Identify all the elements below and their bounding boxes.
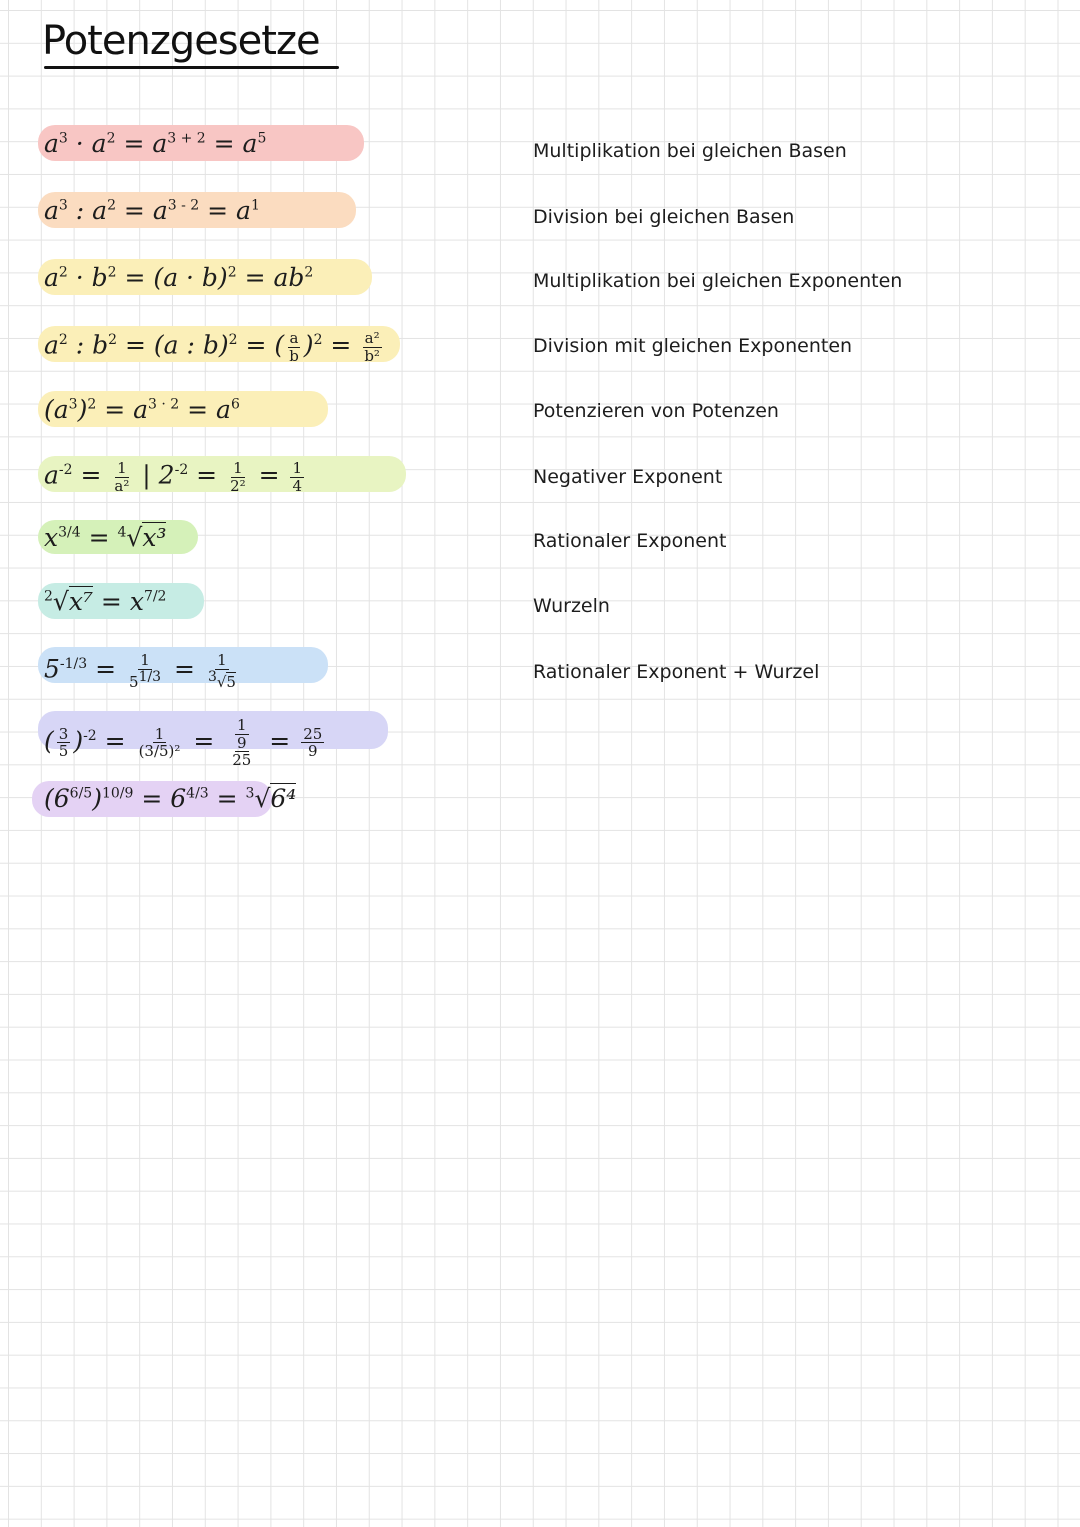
formula-division-same-exponent: $a^2$ : $b^2 = (a$ : b)$^2$ = ( $\frac{a}{b}$ )$^2$ = $\frac{\text{a²}}{\text{b²}}$	[44, 329, 380, 365]
label-rational-exponent-root: Rationaler Exponent + Wurzel	[533, 661, 820, 683]
label-negative-exponent: Negativer Exponent	[533, 466, 723, 488]
formula-roots: $^2√x^7 = x^{7/2}$	[44, 587, 167, 616]
label-roots: Wurzeln	[533, 595, 610, 617]
formula-rational-exponent: $x^{3/4} = ^4√x^3$	[44, 523, 167, 552]
formula-negative-exponent: $a^{-2}$ = $\frac{1}{\text{a²}}$ | $2^{-2}$ = $\frac{1}{\text{2²}}$ = $\frac{1}{4}$	[44, 459, 303, 495]
formula-multiplication-same-base: $a^3 \cdot a^2 = a^{3 + 2} = a^5$	[44, 129, 267, 158]
label-rational-exponent: Rationaler Exponent	[533, 530, 727, 552]
formula-division-same-base: $a^3$ : $a^2 = a^{3 - 2} = a^1$	[44, 196, 260, 225]
label-division-same-base: Division bei gleichen Basen	[533, 206, 795, 228]
formula-power-of-power: $(a^3)^2 = a^{3 \cdot 2} = a^6$	[44, 395, 240, 424]
title-underline	[44, 66, 339, 69]
page-title: Potenzgesetze	[42, 18, 320, 64]
label-power-of-power: Potenzieren von Potenzen	[533, 400, 779, 422]
formula-multiplication-same-exponent: $a^2 \cdot b^2 = (a \cdot b)^2 = ab^2$	[44, 263, 314, 292]
formula-combined-example: $(6^{6/5})^{10/9} = 6^{4/3} = ^3√6^4$	[44, 784, 297, 813]
label-division-same-exponent: Division mit gleichen Exponenten	[533, 335, 853, 357]
label-multiplication-same-base: Multiplikation bei gleichen Basen	[533, 140, 847, 162]
label-multiplication-same-exponent: Multiplikation bei gleichen Exponenten	[533, 270, 903, 292]
formula-rational-exponent-root: $5^{-1/3}$ = $\frac{1}{5^{1/3}}$ = $\frac{1}{^3√5}$	[44, 651, 236, 691]
formula-fraction-negative-exponent: ( $\frac{3}{5}$ )$^{-2}$ = $\frac{1}{\text{(3/5)²}}$ = $\frac{1}{\frac{9}{25}}$ = $\frac{25}{9}$	[44, 716, 323, 769]
